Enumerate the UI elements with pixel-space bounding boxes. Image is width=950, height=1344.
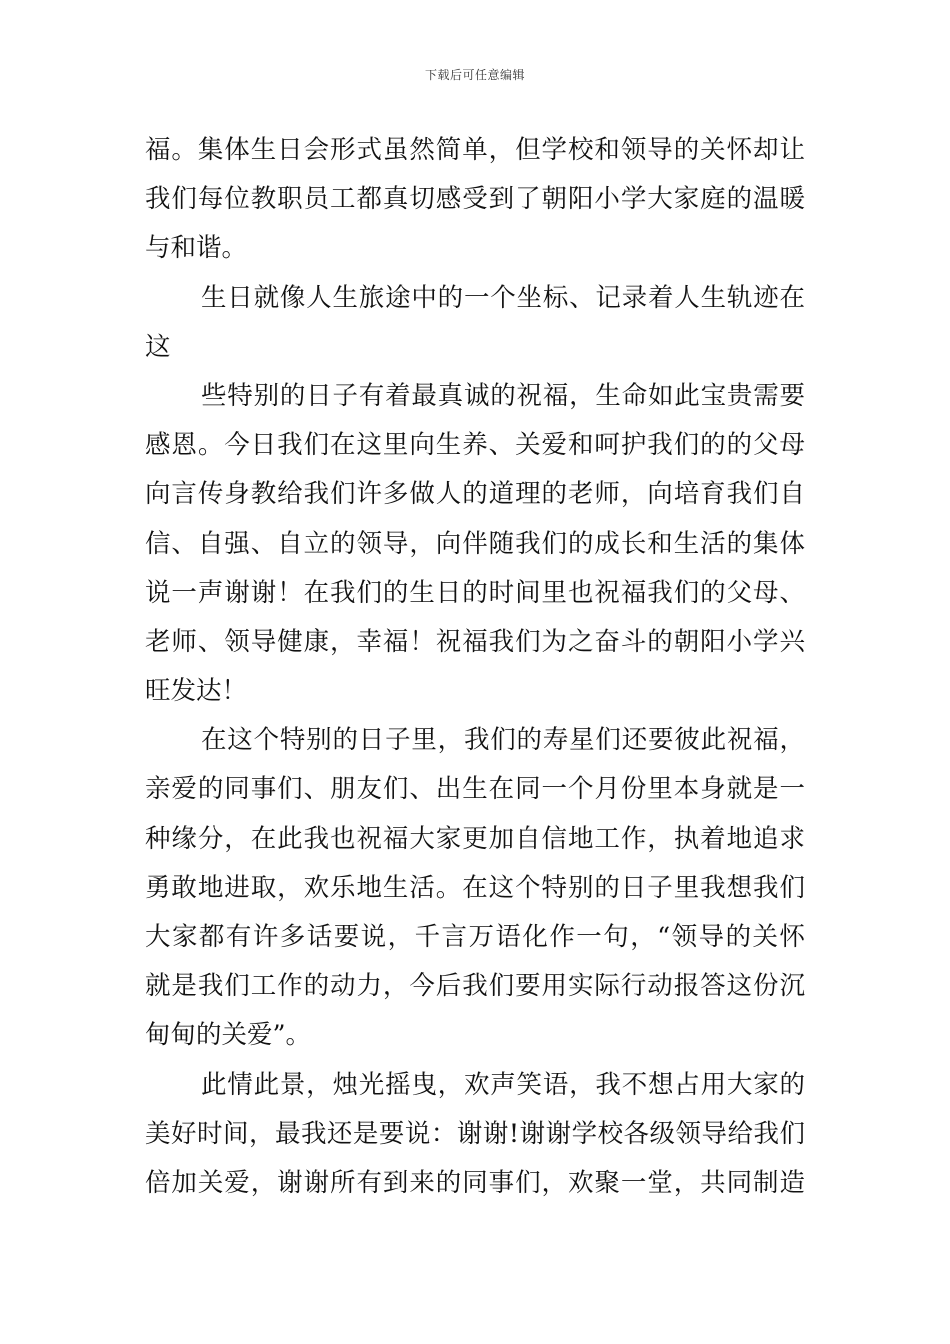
body-line: 老师、领导健康，幸福！祝福我们为之奋斗的朝阳小学兴 — [145, 626, 805, 657]
body-line: 在这个特别的日子里，我们的寿星们还要彼此祝福， — [201, 725, 805, 756]
page-header: 下载后可任意编辑 — [424, 68, 525, 82]
body-line: 此情此景，烛光摇曳，欢声笑语，我不想占用大家的 — [201, 1069, 805, 1100]
body-line: 大家都有许多话要说，千言万语化作一句，“领导的关怀 — [145, 922, 805, 952]
body-line: 旺发达！ — [145, 676, 248, 707]
body-line: 感恩。今日我们在这里向生养、关爱和呵护我们的的父母 — [145, 430, 805, 461]
body-line: 生日就像人生旅途中的一个坐标、记录着人生轨迹在 — [201, 282, 805, 313]
body-line: 种缘分，在此我也祝福大家更加自信地工作，执着地追求 — [145, 823, 805, 854]
body-line: 我们每位教职员工都真切感受到了朝阳小学大家庭的温暖 — [145, 184, 805, 215]
body-line: 倍加关爱，谢谢所有到来的同事们，欢聚一堂，共同制造 — [145, 1167, 805, 1198]
body-line: 向言传身教给我们许多做人的道理的老师，向培育我们自 — [145, 479, 805, 510]
body-line: 这 — [145, 331, 171, 362]
body-line: 就是我们工作的动力，今后我们要用实际行动报答这份沉 — [145, 971, 805, 1002]
body-line: 亲爱的同事们、朋友们、出生在同一个月份里本身就是一 — [145, 774, 805, 805]
body-line: 些特别的日子有着最真诚的祝福，生命如此宝贵需要 — [201, 380, 805, 411]
body-line: 美好时间，最我还是要说：谢谢!谢谢学校各级领导给我们 — [145, 1118, 805, 1149]
body-line: 福。集体生日会形式虽然简单，但学校和领导的关怀却让 — [145, 135, 805, 165]
body-line: 勇敢地进取，欢乐地生活。在这个特别的日子里我想我们 — [145, 872, 805, 903]
body-line: 说一声谢谢！在我们的生日的时间里也祝福我们的父母、 — [145, 577, 805, 608]
body-line: 信、自强、自立的领导，向伴随我们的成长和生活的集体 — [145, 528, 805, 559]
body-line: 与和谐。 — [145, 233, 248, 264]
body-line: 甸甸的关爱”。 — [145, 1020, 312, 1051]
document-body — [145, 126, 805, 1208]
